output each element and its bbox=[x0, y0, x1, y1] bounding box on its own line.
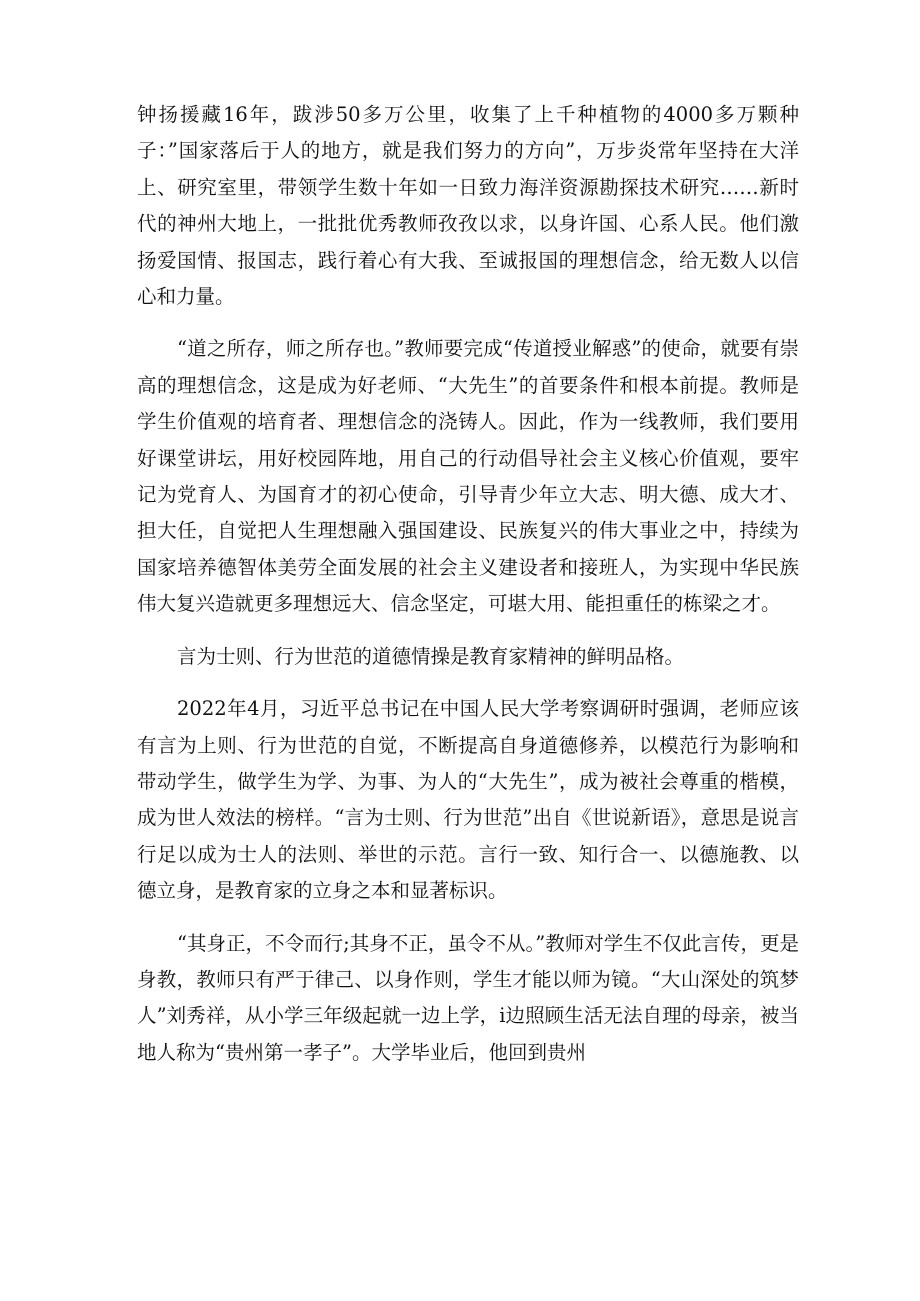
paragraph-2: “道之所存，师之所存也。”教师要完成“传道授业解惑”的使命，就要有崇高的理想信念，这是成为好老师、“大先生”的首要条件和根本前提。教师是学生价值观的培育者、理想信念的浇铸人。因此，作为一线教师，我们要用好课堂讲坛，用好校园阵地，用自己的行动倡导社会主义核心价值观，要牢记为党育人、为国育才的初心使命，引导青少年立大志、明大德、成大才、担大任，自觉把人生理想融入强国建设、民族复兴的伟大事业之中，持续为国家培养德智体美劳全面发展的社会主义建设者和接班人，为实现中华民族伟大复兴造就更多理想远大、信念坚定，可堪大用、能担重任的栋梁之才。 bbox=[137, 337, 799, 616]
paragraph-4: 2022年4月，习近平总书记在中国人民大学考察调研时强调，老师应该有言为上则、行为世范的自觉，不断提高自身道德修养，以模范行为影响和带动学生，做学生为学、为事、为人的“大先生”，成为被社会尊重的楷模，成为世人效法的榜样。“言为士则、行为世范”出自《世说新语》，意思是说言行足以成为士人的法则、举世的示范。言行一致、知行合一、以德施教、以德立身，是教育家的立身之本和显著标识。 bbox=[137, 697, 799, 903]
paragraph-3: 言为士则、行为世范的道德情操是教育家精神的鲜明品格。 bbox=[177, 644, 685, 668]
document-page bbox=[137, 97, 799, 1087]
paragraph-5: “其身正，不令而行;其身不正，虽令不从。”教师对学生不仅此言传，更是身教，教师只有严于律己、以身作则，学生才能以师为镜。“大山深处的筑梦人”刘秀祥，从小学三年级起就一边上学，i边照顾生活无法自理的母亲，被当地人称为“贵州第一孝子”。大学毕业后，他回到贵州 bbox=[137, 931, 799, 1064]
paragraph-1: 钟扬援藏16年，跋涉50多万公里，收集了上千种植物的4000多万颗种子：”国家落后于人的地方，就是我们努力的方向”，万步炎常年坚持在大洋上、研究室里，带领学生数十年如一日致力海洋资源勘探技术研究……新时代的神州大地上，一批批优秀教师孜孜以求，以身许国、心系人民。他们激扬爱国情、报国志，践行着心有大我、至诚报国的理想信念，给无数人以信心和力量。 bbox=[137, 103, 799, 309]
